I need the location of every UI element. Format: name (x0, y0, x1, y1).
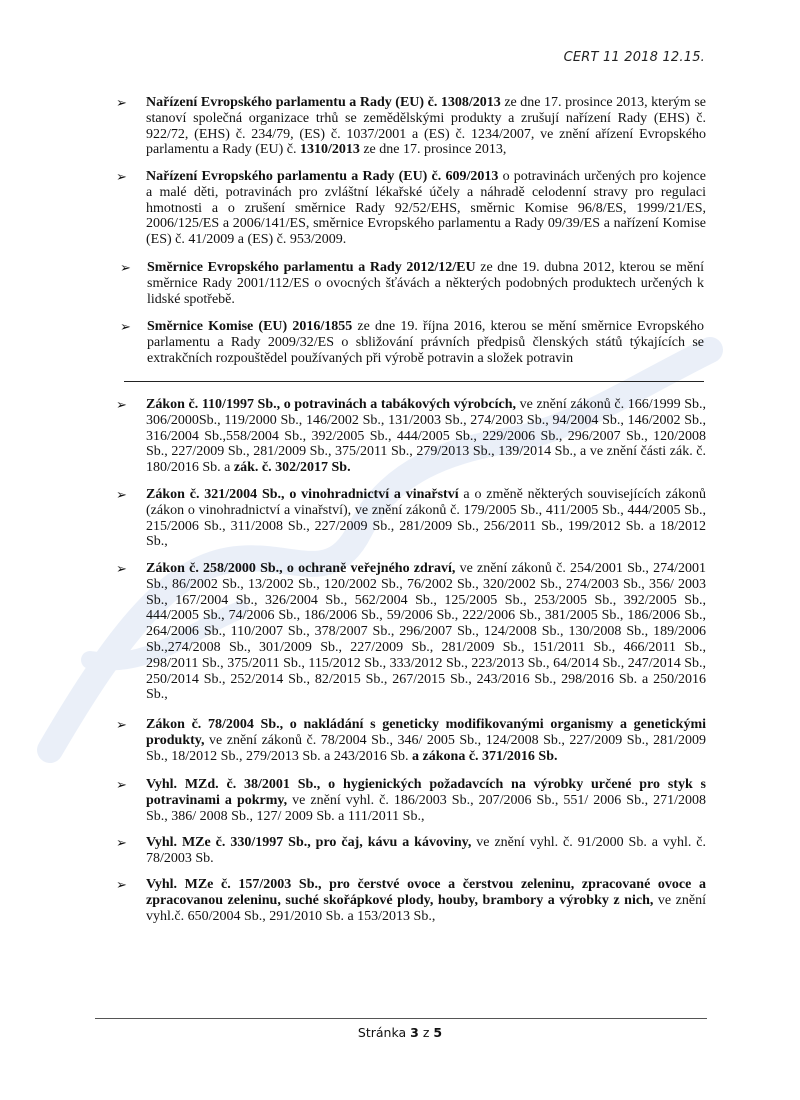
law-text: a o změně některých souvisejících zákonů (zákon o vinohradnictví a vinařství), ve znění zákonů č. 179/2005 Sb., 411/2005 Sb., 444/2005 Sb., 215/2006 Sb., 311/2008 Sb., 227/2009 Sb., 281/2009 Sb., 256/2011 Sb., 199/2012 Sb. a 18/2012 Sb., (146, 487, 706, 550)
page-of-label: z (418, 1025, 434, 1040)
regulation-text: o potravinách určených pro kojence a malé děti, potravinách pro zvláštní lékařské účely a náhradě celodenní stravy pro regulaci hmotnosti a o zrušení směrnice Rady 92/52/EHS, směrnic Komise 96/8/ES, 1999/21/ES, 2006/125/ES a 2006/141/ES, směrnice Evropského parlamentu a Rady 09/39/ES a nařízení Komise (ES) č. 41/2009 a (ES) č. 953/2009. (146, 169, 706, 248)
page-label: Stránka (357, 1025, 411, 1040)
current-page: 3 (410, 1025, 419, 1040)
decree-item (146, 777, 706, 824)
bullet-icon: ➢ (116, 488, 127, 503)
document-reference: CERT 11 2018 12.15. (563, 50, 705, 65)
directive-title: Směrnice Evropského parlamentu a Rady 2012/12/EU (147, 260, 476, 275)
total-pages: 5 (433, 1025, 443, 1040)
decree-item (146, 835, 706, 867)
bullet-icon: ➢ (120, 261, 131, 276)
law-ref: a zákona č. 371/2016 Sb. (412, 748, 558, 764)
law-item (146, 717, 706, 764)
decree-text: ve znění vyhl. č. 186/2003 Sb., 207/2006 Sb., 551/ 2006 Sb., 271/2008 Sb., 386/ 2008 Sb., 127/ 2009 Sb. a 111/2011 Sb., (146, 792, 706, 824)
regulation-text: ze dne 17. prosince 2013, (359, 142, 507, 158)
decree-text: ve znění vyhl.č. 650/2004 Sb., 291/2010 Sb. a 153/2013 Sb., (146, 892, 706, 924)
bullet-icon: ➢ (116, 96, 127, 111)
page-number (0, 1025, 800, 1040)
bullet-icon: ➢ (116, 718, 127, 733)
regulation-title: Nařízení Evropského parlamentu a Rady (EU) č. 1308/2013 (146, 95, 501, 110)
law-title: Zákon č. 78/2004 Sb., o nakládání s geneticky modifikovanými organismy a genetickými produkty, (146, 717, 706, 748)
law-text: ve znění zákonů č. 166/1999 Sb., 306/2000Sb., 119/2000 Sb., 146/2002 Sb., 131/2003 Sb., 274/2003 Sb., 94/2004 Sb., 146/2002 Sb., 316/2004 Sb.,558/2004 Sb., 392/2005 Sb., 444/2005 Sb., 229/2006 Sb., 296/2007 Sb., 120/2008 Sb., 227/2009 Sb., 281/2009 Sb., 375/2011 Sb., 279/2013 Sb., 139/2014 Sb., a ve znění části zák. č. 180/2016 Sb. a (146, 397, 706, 476)
law-title: Zákon č. 321/2004 Sb., o vinohradnictví a vinařství (146, 487, 459, 502)
law-title: Zákon č. 110/1997 Sb., o potravinách a tabákových výrobcích, (146, 397, 517, 412)
decree-title: Vyhl. MZe č. 157/2003 Sb., pro čerstvé ovoce a čerstvou zeleninu, zpracované ovoce a zpracovanou zeleninu, suché skořápkové plody, houby, brambory a výrobky z nich, (146, 877, 706, 908)
law-item (146, 487, 706, 550)
directive-item (147, 260, 704, 307)
bullet-icon: ➢ (116, 398, 127, 413)
law-ref: zák. č. 302/2017 Sb. (233, 460, 351, 476)
regulation-title: Nařízení Evropského parlamentu a Rady (EU) č. 609/2013 (146, 169, 499, 184)
law-title: Zákon č. 258/2000 Sb., o ochraně veřejného zdraví, (146, 561, 456, 576)
law-text: ve znění zákonů č. 254/2001 Sb., 274/2001 Sb., 86/2002 Sb., 13/2002 Sb., 120/2002 Sb., 76/2002 Sb., 320/2002 Sb., 274/2003 Sb., 356/ 2003 Sb., 167/2004 Sb., 326/2004 Sb., 562/2004 Sb., 125/2005 Sb., 253/2005 Sb., 392/2005 Sb., 444/2005 Sb., 74/2006 Sb., 186/2006 Sb., 59/2006 Sb., 222/2006 Sb., 381/2005 Sb., 186/2006 Sb., 264/2006 Sb., 110/2007 Sb., 378/2007 Sb., 296/2007 Sb., 124/2008 Sb., 130/2008 Sb., 189/2006 Sb.,274/2008 Sb., 301/2009 Sb., 227/2009 Sb., 281/2009 Sb., 151/2011 Sb., 466/2011 Sb., 298/2011 Sb., 375/2011 Sb., 115/2012 Sb., 333/2012 Sb., 223/2013 Sb., 64/2014 Sb., 247/2014 Sb., 250/2014 Sb., 252/2014 Sb., 82/2015 Sb., 267/2015 Sb., 243/2016 Sb., 298/2016 Sb. a 250/2016 Sb., (146, 561, 706, 703)
decree-title: Vyhl. MZd. č. 38/2001 Sb., o hygienických požadavcích na výrobky určené pro styk s potravinami a pokrmy, (146, 777, 706, 808)
decree-title: Vyhl. MZe č. 330/1997 Sb., pro čaj, kávu a kávoviny, (146, 835, 472, 850)
regulation-item (146, 169, 706, 248)
bullet-icon: ➢ (116, 170, 127, 185)
regulation-ref: 1310/2013 (299, 142, 360, 158)
bullet-icon: ➢ (116, 778, 127, 793)
bullet-icon: ➢ (116, 562, 127, 577)
bullet-icon: ➢ (116, 878, 127, 893)
regulation-text: ze dne 17. prosince 2013, kterým se stanoví společná organizace trhů se zemědělskými produkty a zrušují nařízení Rady (EHS) č. 922/72, (EHS) č. 234/79, (ES) č. 1037/2001 a (ES) č. 1234/2007, ve znění ařízení Evropského parlamentu a Rady (EU) č. (146, 95, 706, 158)
law-item (146, 561, 706, 703)
section-divider (124, 381, 704, 382)
decree-item (146, 877, 706, 924)
directive-title: Směrnice Komise (EU) 2016/1855 (147, 319, 353, 334)
bullet-icon: ➢ (116, 836, 127, 851)
bullet-icon: ➢ (120, 320, 131, 335)
law-text: ve znění zákonů č. 78/2004 Sb., 346/ 2005 Sb., 124/2008 Sb., 227/2009 Sb., 281/2009 Sb., 18/2012 Sb., 279/2013 Sb. a 243/2016 Sb. (146, 732, 706, 764)
directive-text: ze dne 19. dubna 2012, kterou se mění směrnice Rady 2001/112/ES o ovocných šťávách a některých podobných produktech určených k lidské spotřebě. (147, 260, 704, 307)
decree-text: ve znění vyhl. č. 91/2000 Sb. a vyhl. č. 78/2003 Sb. (146, 835, 706, 866)
footer-divider (95, 1018, 707, 1019)
law-item (146, 397, 706, 476)
regulation-item (146, 95, 706, 158)
directive-text: ze dne 19. října 2016, kterou se mění směrnice Evropského parlamentu a Rady 2009/32/ES o sbližování právních předpisů členských států týkajících se extrakčních rozpouštědel používaných při výrobě potravin a složek potravin (147, 319, 705, 366)
directive-item (147, 319, 704, 366)
